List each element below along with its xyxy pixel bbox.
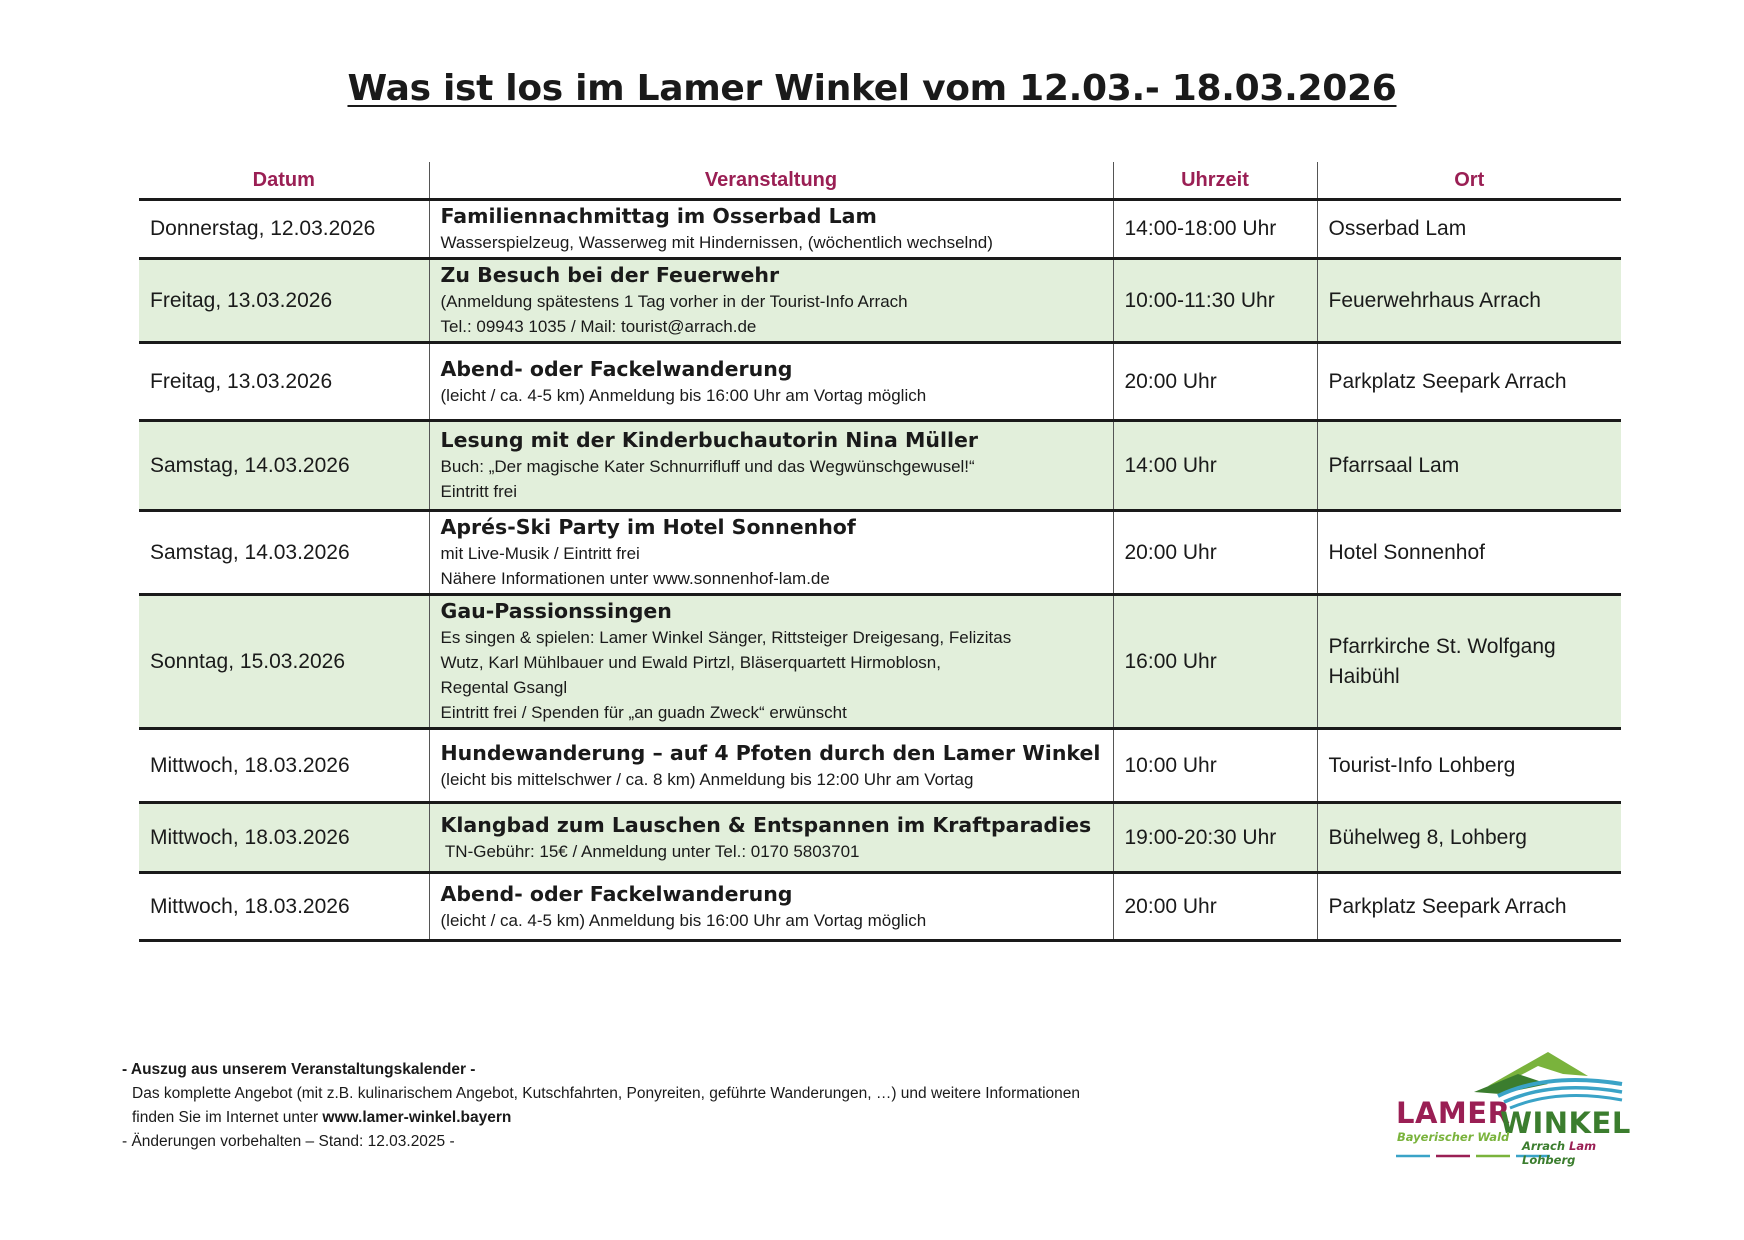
events-table <box>139 162 1621 942</box>
footer-text-link-line <box>122 1106 1080 1130</box>
ort-line: Bühelweg 8, Lohberg <box>1328 825 1527 849</box>
logo-places <box>1522 1139 1628 1167</box>
cell-datum: Donnerstag, 12.03.2026 <box>139 200 429 259</box>
event-title: Hundewanderung – auf 4 Pfoten durch den Lamer Winkel <box>440 740 1101 765</box>
cell-datum: Mittwoch, 18.03.2026 <box>139 873 429 941</box>
ort-line: Feuerwehrhaus Arrach <box>1328 288 1541 312</box>
lamer-winkel-logo <box>1388 1044 1631 1167</box>
cell-veranstaltung <box>429 595 1113 729</box>
header-datum: Datum <box>139 162 429 200</box>
ort-line: Hotel Sonnenhof <box>1328 540 1485 564</box>
event-detail: (Anmeldung spätestens 1 Tag vorher in der Tourist-Info Arrach <box>440 292 908 311</box>
header-veranstaltung: Veranstaltung <box>429 162 1113 200</box>
table-row <box>139 200 1621 259</box>
header-uhrzeit: Uhrzeit <box>1113 162 1317 200</box>
cell-veranstaltung <box>429 259 1113 343</box>
ort-line: Tourist-Info Lohberg <box>1328 753 1516 777</box>
cell-veranstaltung <box>429 873 1113 941</box>
cell-veranstaltung <box>429 803 1113 873</box>
cell-ort <box>1317 511 1621 595</box>
cell-ort <box>1317 595 1621 729</box>
event-detail: Es singen & spielen: Lamer Winkel Sänger, Rittsteiger Dreigesang, Felizitas <box>440 628 1012 647</box>
cell-datum: Samstag, 14.03.2026 <box>139 511 429 595</box>
event-title: Abend- oder Fackelwanderung <box>440 356 793 381</box>
event-title: Zu Besuch bei der Feuerwehr <box>440 263 780 287</box>
event-detail: (leicht / ca. 4-5 km) Anmeldung bis 16:00 Uhr am Vortag möglich <box>440 385 927 405</box>
cell-datum: Mittwoch, 18.03.2026 <box>139 803 429 873</box>
table-row <box>139 421 1621 511</box>
ort-line: Pfarrsaal Lam <box>1328 453 1460 477</box>
footer-text: finden Sie im Internet unter <box>132 1109 323 1126</box>
cell-ort <box>1317 729 1621 803</box>
event-title: Klangbad zum Lauschen & Entspannen im Kraftparadies <box>440 812 1092 837</box>
footer-heading: - Auszug aus unserem Veranstaltungskalender - <box>122 1061 476 1078</box>
logo-word-winkel: WINKEL <box>1500 1106 1631 1140</box>
event-title: Aprés-Ski Party im Hotel Sonnenhof <box>440 515 856 539</box>
event-detail: (leicht bis mittelschwer / ca. 8 km) Anmeldung bis 12:00 Uhr am Vortag <box>440 769 974 789</box>
footer-note <box>122 1058 1080 1154</box>
cell-uhrzeit: 20:00 Uhr <box>1113 511 1317 595</box>
ort-line: Haibühl <box>1328 664 1400 688</box>
ort-line: Parkplatz Seepark Arrach <box>1328 894 1567 918</box>
header-ort: Ort <box>1317 162 1621 200</box>
ort-line: Osserbad Lam <box>1328 217 1467 240</box>
footer-text: Das komplette Angebot (mit z.B. kulinarischem Angebot, Kutschfahrten, Ponyreiten, geführte Wanderungen, …) und weitere Informationen <box>132 1085 1081 1102</box>
cell-datum: Mittwoch, 18.03.2026 <box>139 729 429 803</box>
logo-place: Arrach <box>1522 1139 1566 1153</box>
event-detail: TN-Gebühr: 15€ / Anmeldung unter Tel.: 0170 5803701 <box>440 841 860 861</box>
cell-datum: Sonntag, 15.03.2026 <box>139 595 429 729</box>
ort-line: Pfarrkirche St. Wolfgang <box>1328 634 1556 658</box>
cell-ort <box>1317 343 1621 421</box>
cell-uhrzeit: 16:00 Uhr <box>1113 595 1317 729</box>
logo-place: Lohberg <box>1522 1153 1576 1167</box>
cell-veranstaltung <box>429 421 1113 511</box>
cell-veranstaltung <box>429 200 1113 259</box>
event-detail: Nähere Informationen unter www.sonnenhof-lam.de <box>440 569 830 588</box>
cell-uhrzeit: 14:00 Uhr <box>1113 421 1317 511</box>
event-detail: Regental Gsangl <box>440 678 568 697</box>
event-title: Gau-Passionssingen <box>440 599 672 623</box>
event-detail: Wasserspielzeug, Wasserweg mit Hindernissen, (wöchentlich wechselnd) <box>440 233 993 252</box>
event-detail: Tel.: 09943 1035 / Mail: tourist@arrach.de <box>440 317 757 336</box>
table-row <box>139 595 1621 729</box>
event-detail: Eintritt frei / Spenden für „an guadn Zweck“ erwünscht <box>440 703 847 722</box>
website-link[interactable]: www.lamer-winkel.bayern <box>322 1109 512 1126</box>
event-title: Lesung mit der Kinderbuchautorin Nina Müller <box>440 428 979 452</box>
cell-ort <box>1317 421 1621 511</box>
event-detail: Eintritt frei <box>440 482 518 501</box>
cell-uhrzeit: 10:00 Uhr <box>1113 729 1317 803</box>
cell-uhrzeit: 19:00-20:30 Uhr <box>1113 803 1317 873</box>
event-title: Familiennachmittag im Osserbad Lam <box>440 204 877 228</box>
footer-disclaimer: - Änderungen vorbehalten – Stand: 12.03.2025 - <box>122 1133 455 1150</box>
cell-datum: Freitag, 13.03.2026 <box>139 343 429 421</box>
event-detail: Wutz, Karl Mühlbauer und Ewald Pirtzl, Bläserquartett Hirmoblosn, <box>440 653 941 672</box>
logo-word-lamer: LAMER <box>1396 1096 1511 1130</box>
cell-datum: Samstag, 14.03.2026 <box>139 421 429 511</box>
cell-uhrzeit: 14:00-18:00 Uhr <box>1113 200 1317 259</box>
cell-uhrzeit: 10:00-11:30 Uhr <box>1113 259 1317 343</box>
cell-uhrzeit: 20:00 Uhr <box>1113 343 1317 421</box>
cell-veranstaltung <box>429 343 1113 421</box>
table-row <box>139 343 1621 421</box>
cell-ort <box>1317 200 1621 259</box>
table-header-row <box>139 162 1621 200</box>
event-detail: mit Live-Musik / Eintritt frei <box>440 544 640 563</box>
table-row <box>139 259 1621 343</box>
ort-line: Parkplatz Seepark Arrach <box>1328 369 1567 393</box>
table-row <box>139 511 1621 595</box>
event-detail: Buch: „Der magische Kater Schnurrifluff und das Wegwünschgewusel!“ <box>440 457 975 476</box>
table-row <box>139 729 1621 803</box>
cell-ort <box>1317 259 1621 343</box>
table-row <box>139 803 1621 873</box>
cell-datum: Freitag, 13.03.2026 <box>139 259 429 343</box>
logo-place: Lam <box>1569 1139 1597 1153</box>
cell-ort <box>1317 873 1621 941</box>
logo-subtitle: Bayerischer Wald <box>1397 1130 1510 1144</box>
cell-veranstaltung <box>429 729 1113 803</box>
event-title: Abend- oder Fackelwanderung <box>440 881 793 906</box>
event-detail: (leicht / ca. 4-5 km) Anmeldung bis 16:00 Uhr am Vortag möglich <box>440 910 927 930</box>
cell-ort <box>1317 803 1621 873</box>
table-row <box>139 873 1621 941</box>
cell-uhrzeit: 20:00 Uhr <box>1113 873 1317 941</box>
page-title: Was ist los im Lamer Winkel vom 12.03.- 18.03.2026 <box>347 68 1397 109</box>
cell-veranstaltung <box>429 511 1113 595</box>
